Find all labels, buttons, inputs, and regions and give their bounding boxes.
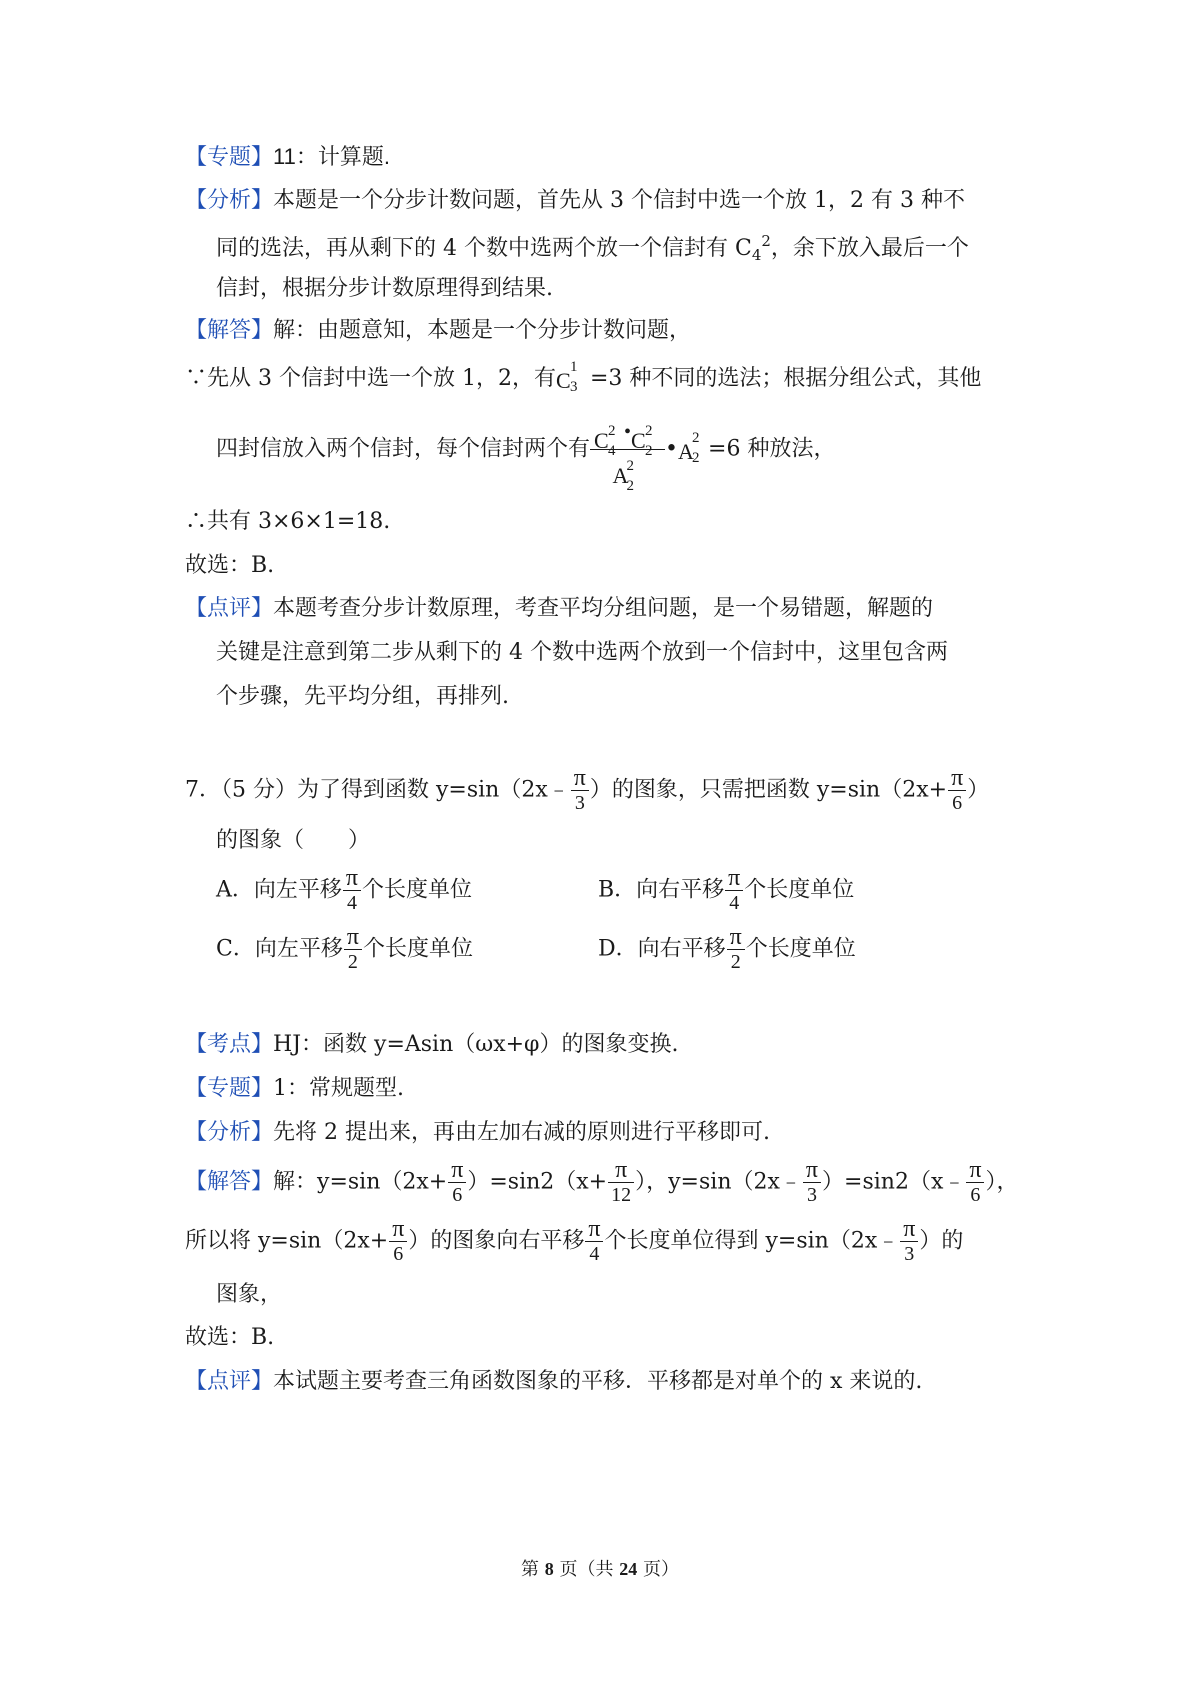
q7-answer-line xyxy=(185,1327,274,1349)
q6-solution-text-3b: =6 种放法， xyxy=(708,436,836,462)
topic-tag: 【专题】 xyxy=(185,145,274,170)
q6-solution-text-2a: ∵先从 3 个信封中选一个放 1，2，有 xyxy=(185,366,556,391)
q7-sol-c: ），y=sin（2x﹣ xyxy=(635,1169,802,1195)
q6-comment-line-2 xyxy=(216,642,948,664)
frac-pi-4: $\frac{\pi}{4}$ xyxy=(343,866,361,915)
q6-comment-text-3: 个步骤，先平均分组，再排列. xyxy=(216,684,509,709)
q7-option-a[interactable] xyxy=(216,866,472,915)
q7-exam-point-line xyxy=(185,1034,678,1056)
option-b-label: B．向右平移 xyxy=(598,877,725,903)
frac-pi-2: $\frac{\pi}{2}$ xyxy=(344,925,362,974)
q7-stem-line-2 xyxy=(216,830,370,852)
q7-stem-a: 7．（5 分）为了得到函数 y=sin（2x﹣ xyxy=(185,777,570,803)
q7-solution-line-2 xyxy=(185,1217,963,1266)
option-a-label: A．向左平移 xyxy=(216,877,342,903)
q7-sol-b: ）=sin2（x+ xyxy=(467,1169,608,1195)
q7-exam-point-text: HJ：函数 y=Asin（ωx+φ）的图象变换. xyxy=(273,1032,679,1057)
q6-analysis-text-3: 信封，根据分步计数原理得到结果. xyxy=(216,276,553,301)
analysis-tag: 【分析】 xyxy=(185,1120,274,1145)
grouping-fraction: C 2 4 • C 2 2 A 2 2 xyxy=(590,415,665,484)
option-d-unit: 个长度单位 xyxy=(745,936,856,962)
q7-stem-c: ） xyxy=(967,777,990,803)
q6-solution-text-2b: =3 种不同的选法；根据分组公式，其他 xyxy=(589,366,982,391)
combination-c31: C 1 3 xyxy=(555,359,578,395)
frac-pi-3: $\frac{\pi}{3}$ xyxy=(803,1158,821,1207)
q7-option-b[interactable] xyxy=(598,866,854,915)
q6-solution-text-1: 解：由题意知，本题是一个分步计数问题， xyxy=(273,318,692,343)
q7-sol-d: ）=sin2（x﹣ xyxy=(822,1169,966,1195)
option-c-unit: 个长度单位 xyxy=(362,936,473,962)
frac-pi-6: $\frac{\pi}{6}$ xyxy=(389,1217,407,1266)
q7-comment-line xyxy=(185,1371,922,1393)
q7-analysis-text: 先将 2 提出来，再由左加右减的原则进行平移即可. xyxy=(273,1120,770,1145)
option-c-label: C．向左平移 xyxy=(216,936,343,962)
c4-sub: 4 xyxy=(751,246,762,264)
q7-sol2-c: 个长度单位得到 y=sin（2x﹣ xyxy=(604,1228,900,1254)
q7-sol2-d: ）的 xyxy=(919,1228,964,1254)
solution-tag: 【解答】 xyxy=(185,1169,274,1195)
arrangement-a22: A 2 2 xyxy=(678,429,700,466)
analysis-tag: 【分析】 xyxy=(185,188,274,213)
frac-pi-3: $\frac{\pi}{3}$ xyxy=(571,766,589,815)
q7-option-c[interactable] xyxy=(216,925,473,974)
q7-sol-e: ）， xyxy=(985,1169,1019,1195)
q6-answer-line xyxy=(185,555,274,577)
topic-tag: 【专题】 xyxy=(185,1076,274,1101)
option-d-label: D．向右平移 xyxy=(598,936,726,962)
q7-stem-l2: 的图象（ ） xyxy=(216,828,371,853)
frac-pi-6: $\frac{\pi}{6}$ xyxy=(448,1158,466,1207)
q6-analysis-line-3 xyxy=(216,278,553,300)
q7-solution-line-1 xyxy=(185,1158,1019,1207)
q6-solution-text-4: ∴共有 3×6×1=18. xyxy=(185,509,391,534)
option-a-unit: 个长度单位 xyxy=(362,877,473,903)
c4-sup: 2 xyxy=(761,232,771,250)
q6-solution-line-3 xyxy=(216,415,836,495)
frac-pi-2: $\frac{\pi}{2}$ xyxy=(727,925,745,974)
q6-topic-text: 11：计算题. xyxy=(273,144,390,169)
page-footer: 第 8 页（共 24 页） xyxy=(521,1559,679,1580)
q7-option-d[interactable] xyxy=(598,925,856,974)
q6-analysis-text-2: 同的选法，再从剩下的 4 个数中选两个放一个信封有 C xyxy=(216,236,752,261)
q6-solution-line-4 xyxy=(185,511,390,533)
q6-solution-line-2 xyxy=(185,359,982,395)
q6-topic-line xyxy=(185,146,390,169)
q7-solution-line-3 xyxy=(216,1284,282,1306)
q6-analysis-text-1: 本题是一个分步计数问题，首先从 3 个信封中选一个放 1，2 有 3 种不 xyxy=(273,188,965,213)
q6-analysis-text-2b: ，余下放入最后一个 xyxy=(770,236,969,261)
q7-sol-a: 解：y=sin（2x+ xyxy=(273,1169,448,1195)
q7-sol2-a: 所以将 y=sin（2x+ xyxy=(185,1228,389,1254)
page-number: 8 xyxy=(544,1559,554,1579)
frac-pi-3: $\frac{\pi}{3}$ xyxy=(900,1217,918,1266)
q7-analysis-line xyxy=(185,1122,770,1144)
frac-pi-6: $\frac{\pi}{6}$ xyxy=(948,766,966,815)
q6-comment-line-3 xyxy=(216,686,509,708)
q7-comment-text: 本试题主要考查三角函数图象的平移．平移都是对单个的 x 来说的. xyxy=(273,1369,923,1394)
q6-analysis-line-1 xyxy=(185,190,965,212)
option-b-unit: 个长度单位 xyxy=(744,877,855,903)
q7-stem-b: ）的图象，只需把函数 y=sin（2x+ xyxy=(589,777,948,803)
q6-analysis-line-2 xyxy=(216,234,969,263)
q6-comment-text-1: 本题考查分步计数原理，考查平均分组问题，是一个易错题，解题的 xyxy=(273,596,934,621)
comment-tag: 【点评】 xyxy=(185,596,274,621)
page-total: 24 xyxy=(619,1559,638,1579)
q7-stem-line-1 xyxy=(185,766,989,815)
frac-pi-6: $\frac{\pi}{6}$ xyxy=(966,1158,984,1207)
frac-pi-12: $\frac{\pi}{12}$ xyxy=(608,1158,634,1207)
q6-comment-text-2: 关键是注意到第二步从剩下的 4 个数中选两个放到一个信封中，这里包含两 xyxy=(216,640,948,665)
q7-sol3: 图象， xyxy=(216,1282,283,1307)
frac-pi-4: $\frac{\pi}{4}$ xyxy=(585,1217,603,1266)
q6-answer: 故选：B. xyxy=(185,553,275,578)
q6-solution-line-1 xyxy=(185,320,691,342)
comment-tag: 【点评】 xyxy=(185,1369,274,1394)
q6-comment-line-1 xyxy=(185,598,933,620)
exam-point-tag: 【考点】 xyxy=(185,1032,274,1057)
q6-solution-text-3a: 四封信放入两个信封，每个信封两个有 xyxy=(216,436,591,462)
q7-answer: 故选：B. xyxy=(185,1325,275,1350)
mult-dot: • xyxy=(665,436,679,462)
solution-tag: 【解答】 xyxy=(185,318,274,343)
frac-pi-4: $\frac{\pi}{4}$ xyxy=(725,866,743,915)
q7-topic-line xyxy=(185,1078,404,1100)
q7-sol2-b: ）的图象向右平移 xyxy=(408,1228,585,1254)
q7-topic-text: 1：常规题型. xyxy=(273,1076,405,1101)
